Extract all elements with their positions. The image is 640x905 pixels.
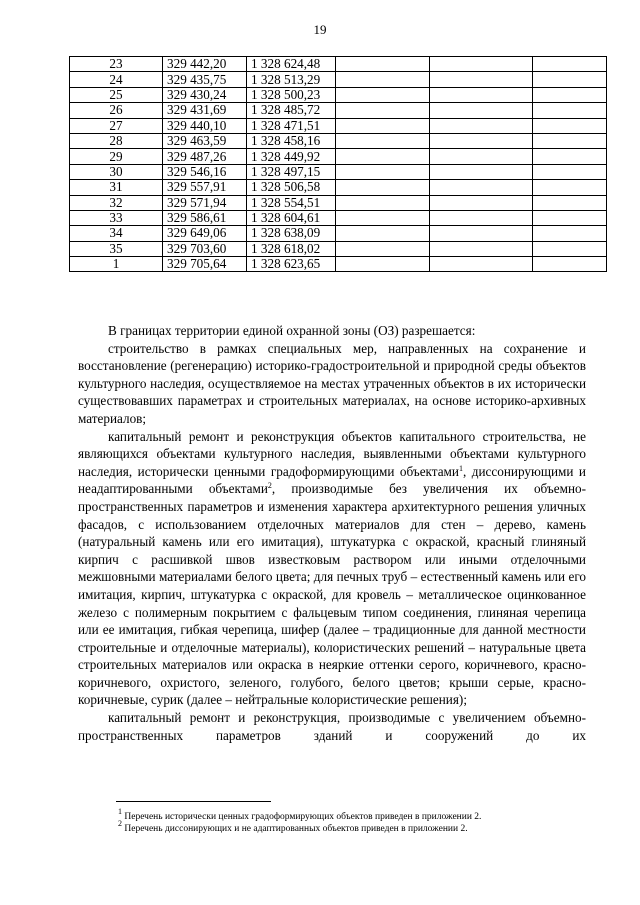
table-row bbox=[70, 210, 607, 225]
point-number-cell: 23 bbox=[70, 57, 163, 72]
empty-cell bbox=[336, 195, 430, 210]
footnote-1 bbox=[118, 807, 482, 824]
empty-cell bbox=[533, 226, 607, 241]
table-row bbox=[70, 118, 607, 133]
empty-cell bbox=[533, 241, 607, 256]
paragraph-reconstruction: капитальный ремонт и реконструкция, производимые с увеличением объемно-пространственных параметров зданий и сооружений до их bbox=[78, 710, 586, 743]
y-coordinate-cell: 1 328 458,16 bbox=[247, 133, 336, 148]
point-number-cell: 34 bbox=[70, 226, 163, 241]
empty-cell bbox=[336, 133, 430, 148]
y-coordinate-cell: 1 328 471,51 bbox=[247, 118, 336, 133]
x-coordinate-cell: 329 546,16 bbox=[163, 164, 247, 179]
empty-cell bbox=[430, 210, 533, 225]
empty-cell bbox=[336, 87, 430, 102]
empty-cell bbox=[336, 180, 430, 195]
y-coordinate-cell: 1 328 624,48 bbox=[247, 57, 336, 72]
y-coordinate-cell: 1 328 506,58 bbox=[247, 180, 336, 195]
empty-cell bbox=[430, 149, 533, 164]
point-number-cell: 1 bbox=[70, 257, 163, 272]
y-coordinate-cell: 1 328 449,92 bbox=[247, 149, 336, 164]
body-text bbox=[78, 322, 586, 744]
table-row bbox=[70, 57, 607, 72]
x-coordinate-cell: 329 463,59 bbox=[163, 133, 247, 148]
empty-cell bbox=[533, 103, 607, 118]
empty-cell bbox=[336, 118, 430, 133]
empty-cell bbox=[533, 257, 607, 272]
empty-cell bbox=[430, 87, 533, 102]
x-coordinate-cell: 329 430,24 bbox=[163, 87, 247, 102]
point-number-cell: 25 bbox=[70, 87, 163, 102]
footnote-text: Перечень диссонирующих и не адаптированных объектов приведен в приложении 2. bbox=[122, 823, 468, 834]
x-coordinate-cell: 329 431,69 bbox=[163, 103, 247, 118]
x-coordinate-cell: 329 705,64 bbox=[163, 257, 247, 272]
point-number-cell: 26 bbox=[70, 103, 163, 118]
table-row bbox=[70, 180, 607, 195]
y-coordinate-cell: 1 328 604,61 bbox=[247, 210, 336, 225]
paragraph-repair bbox=[78, 428, 586, 710]
footnote-mark: 2 bbox=[118, 818, 122, 828]
x-coordinate-cell: 329 557,91 bbox=[163, 180, 247, 195]
empty-cell bbox=[430, 180, 533, 195]
empty-cell bbox=[533, 133, 607, 148]
paragraph-repair-part-c: , производимые без увеличения их объемно-пространственных параметров и изменения характера архитектурного решения уличных фасадов, с использованием отделочных материалов для стен – дерево, камень (натуральный камень или его имитация), штукатурка с окраской, красный глиняный кирпич с расшивкой швов известковым раствором или иными отделочными межшовными материалами белого цвета; для печных труб – естественный камень или его имитация, кирпич, штукатурка с окраской, для кровель – металлическое оцинкованное железо с полимерным покрытием с фальцевым типом соединения, глиняная черепица или ее имитация, гибкая черепица, шифер (далее – традиционные для данной местности строительные и отделочные материалы), колористических решений – натуральные цвета строительных материалов или окраска в неяркие оттенки серого, коричневого, красно-коричневого, охристого, зеленого, голубого, белого цветов; крыши серые, красно-коричневые, сурик (далее – нейтральные колористические решения); bbox=[78, 481, 586, 708]
empty-cell bbox=[336, 149, 430, 164]
table-row bbox=[70, 103, 607, 118]
empty-cell bbox=[533, 118, 607, 133]
point-number-cell: 33 bbox=[70, 210, 163, 225]
table-row bbox=[70, 195, 607, 210]
footnote-text: Перечень исторически ценных градоформирующих объектов приведен в приложении 2. bbox=[122, 812, 482, 822]
footnote-ref-1: 1 bbox=[458, 463, 463, 473]
empty-cell bbox=[336, 57, 430, 72]
empty-cell bbox=[430, 241, 533, 256]
empty-cell bbox=[533, 72, 607, 87]
empty-cell bbox=[430, 103, 533, 118]
y-coordinate-cell: 1 328 497,15 bbox=[247, 164, 336, 179]
paragraph-repair-part-b: , диссонирующими и неадаптированными объектами bbox=[78, 463, 586, 497]
x-coordinate-cell: 329 571,94 bbox=[163, 195, 247, 210]
x-coordinate-cell: 329 435,75 bbox=[163, 72, 247, 87]
point-number-cell: 29 bbox=[70, 149, 163, 164]
page-number: 19 bbox=[313, 22, 327, 37]
point-number-cell: 31 bbox=[70, 180, 163, 195]
x-coordinate-cell: 329 442,20 bbox=[163, 57, 247, 72]
table-row bbox=[70, 87, 607, 102]
empty-cell bbox=[336, 164, 430, 179]
empty-cell bbox=[430, 118, 533, 133]
y-coordinate-cell: 1 328 623,65 bbox=[247, 257, 336, 272]
x-coordinate-cell: 329 440,10 bbox=[163, 118, 247, 133]
table-row bbox=[70, 72, 607, 87]
x-coordinate-cell: 329 703,60 bbox=[163, 241, 247, 256]
x-coordinate-cell: 329 586,61 bbox=[163, 210, 247, 225]
empty-cell bbox=[533, 180, 607, 195]
empty-cell bbox=[533, 57, 607, 72]
y-coordinate-cell: 1 328 618,02 bbox=[247, 241, 336, 256]
empty-cell bbox=[430, 57, 533, 72]
empty-cell bbox=[533, 195, 607, 210]
paragraph-repair-part-a: капитальный ремонт и реконструкция объектов капитального строительства, не являющихся объектами культурного наследия, выявленными объектами культурного наследия, исторически ценными градоформирующими объектами bbox=[78, 428, 586, 479]
footnote-ref-2: 2 bbox=[267, 481, 272, 491]
footnote-2 bbox=[118, 818, 481, 836]
point-number-cell: 32 bbox=[70, 195, 163, 210]
point-number-cell: 35 bbox=[70, 241, 163, 256]
empty-cell bbox=[533, 210, 607, 225]
coordinates-table bbox=[69, 56, 607, 272]
table-row bbox=[70, 164, 607, 179]
point-number-cell: 30 bbox=[70, 164, 163, 179]
footnote-mark: 1 bbox=[118, 807, 122, 816]
table-row bbox=[70, 257, 607, 272]
empty-cell bbox=[336, 72, 430, 87]
empty-cell bbox=[430, 195, 533, 210]
y-coordinate-cell: 1 328 638,09 bbox=[247, 226, 336, 241]
y-coordinate-cell: 1 328 485,72 bbox=[247, 103, 336, 118]
empty-cell bbox=[430, 133, 533, 148]
empty-cell bbox=[430, 164, 533, 179]
empty-cell bbox=[336, 226, 430, 241]
y-coordinate-cell: 1 328 500,23 bbox=[247, 87, 336, 102]
table-row bbox=[70, 226, 607, 241]
point-number-cell: 28 bbox=[70, 133, 163, 148]
table-row bbox=[70, 133, 607, 148]
empty-cell bbox=[430, 72, 533, 87]
empty-cell bbox=[336, 257, 430, 272]
empty-cell bbox=[533, 149, 607, 164]
footnotes bbox=[118, 807, 482, 835]
empty-cell bbox=[533, 87, 607, 102]
y-coordinate-cell: 1 328 513,29 bbox=[247, 72, 336, 87]
coordinates-table-body bbox=[70, 57, 607, 272]
empty-cell bbox=[430, 226, 533, 241]
empty-cell bbox=[336, 103, 430, 118]
paragraph-construction: строительство в рамках специальных мер, направленных на сохранение и восстановление (регенерацию) историко-градостроительной и природной среды объектов культурного наследия, осуществляемое на местах утраченных объектов в их исторически существовавших параметрах и строительных материалах, на основе историко-архивных материалов; bbox=[78, 340, 586, 426]
point-number-cell: 27 bbox=[70, 118, 163, 133]
x-coordinate-cell: 329 649,06 bbox=[163, 226, 247, 241]
y-coordinate-cell: 1 328 554,51 bbox=[247, 195, 336, 210]
empty-cell bbox=[533, 164, 607, 179]
table-row bbox=[70, 241, 607, 256]
x-coordinate-cell: 329 487,26 bbox=[163, 149, 247, 164]
empty-cell bbox=[336, 241, 430, 256]
empty-cell bbox=[430, 257, 533, 272]
table-row bbox=[70, 149, 607, 164]
footnote-separator bbox=[116, 801, 271, 802]
paragraph-intro: В границах территории единой охранной зоны (ОЗ) разрешается: bbox=[108, 323, 476, 338]
empty-cell bbox=[336, 210, 430, 225]
point-number-cell: 24 bbox=[70, 72, 163, 87]
